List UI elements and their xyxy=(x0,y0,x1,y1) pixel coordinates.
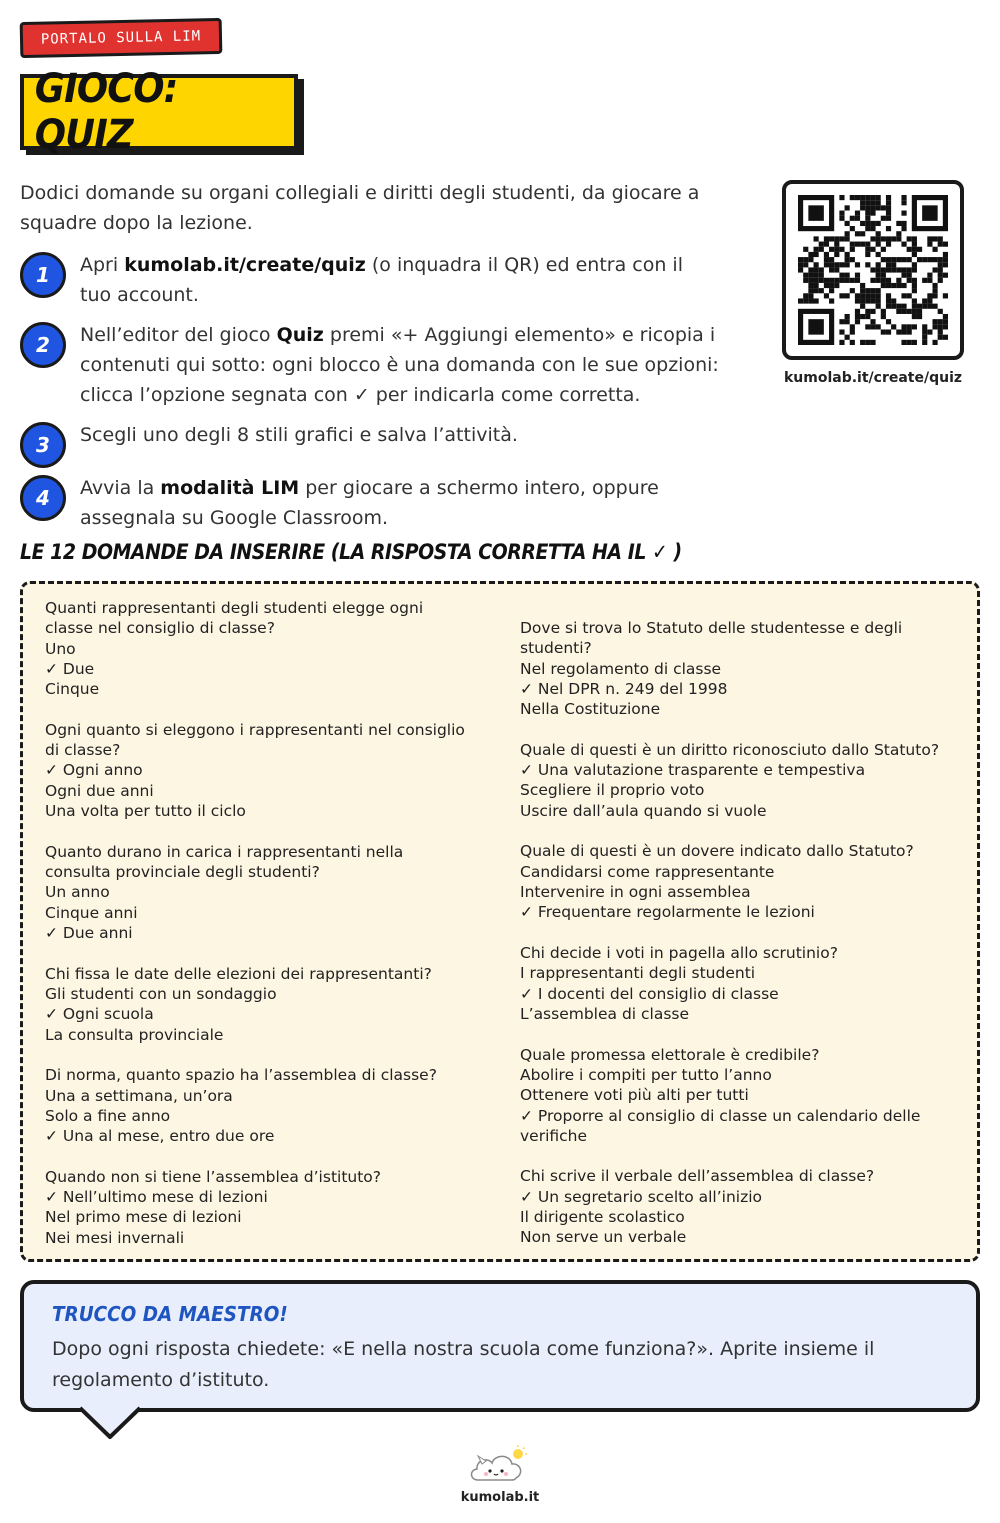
question-line: Cinque xyxy=(45,680,100,699)
question-block xyxy=(520,943,960,1024)
question-line: Quanto durano in carica i rappresentanti nella xyxy=(45,842,404,861)
step-number: 1 xyxy=(20,252,66,298)
question-line: Quando non si tiene l’assemblea d’istituto? xyxy=(45,1167,382,1186)
question-line: L’assemblea di classe xyxy=(520,1004,690,1023)
question-line: Quale promessa elettorale è credibile? xyxy=(520,1045,820,1064)
question-line: Quale di questi è un dovere indicato dallo Statuto? xyxy=(520,842,914,861)
footer-brand: kumolab.it xyxy=(460,1490,540,1505)
question-block xyxy=(45,720,485,821)
question-line: Una volta per tutto il ciclo xyxy=(45,802,246,821)
question-line: Chi scrive il verbale dell’assemblea di classe? xyxy=(520,1167,875,1186)
question-line: ✓ Nel DPR n. 249 del 1998 xyxy=(520,679,728,698)
question-line: ✓ Una valutazione trasparente e tempestiva xyxy=(520,761,866,780)
question-line: Nel primo mese di lezioni xyxy=(45,1208,242,1227)
step-text: Apri kumolab.it/create/quiz (o inquadra il QR) ed entra con il tuo account. xyxy=(80,254,683,306)
step-number: 3 xyxy=(20,422,66,468)
question-line: Gli studenti con un sondaggio xyxy=(45,984,277,1003)
question-block xyxy=(45,1065,485,1146)
question-line: studenti? xyxy=(520,639,592,658)
question-line: ✓ Un segretario scelto all’inizio xyxy=(520,1187,763,1206)
question-line: Non serve un verbale xyxy=(520,1228,687,1247)
qr-code[interactable] xyxy=(782,180,964,360)
question-line: I rappresentanti degli studenti xyxy=(520,964,756,983)
question-line: ✓ Ogni anno xyxy=(45,761,143,780)
questions-column-left xyxy=(45,598,485,1268)
badge-label: PORTALO SULLA LIM xyxy=(40,28,202,48)
questions-column-right xyxy=(520,618,960,1268)
lim-badge xyxy=(20,18,223,58)
step-1 xyxy=(20,250,720,310)
question-line: Nei mesi invernali xyxy=(45,1228,185,1247)
tip-box xyxy=(20,1280,980,1412)
page-title: GIOCO: QUIZ xyxy=(34,66,178,158)
url-text: kumolab.it/create/quiz xyxy=(124,254,366,276)
question-block xyxy=(520,841,960,922)
question-line: consulta provinciale degli studenti? xyxy=(45,863,320,882)
step-2 xyxy=(20,320,720,410)
question-line: Chi decide i voti in pagella allo scrutinio? xyxy=(520,944,838,963)
question-line: Nella Costituzione xyxy=(520,700,661,719)
question-line: Uscire dall’aula quando si vuole xyxy=(520,801,767,820)
question-line: ✓ Una al mese, entro due ore xyxy=(45,1127,275,1146)
question-line: ✓ Proporre al consiglio di classe un calendario delle xyxy=(520,1106,921,1125)
question-line: Una a settimana, un’ora xyxy=(45,1086,233,1105)
question-line: ✓ Due xyxy=(45,659,95,678)
question-block xyxy=(520,1045,960,1146)
question-line: La consulta provinciale xyxy=(45,1025,224,1044)
question-line: ✓ I docenti del consiglio di classe xyxy=(520,984,779,1003)
question-line: Quanti rappresentanti degli studenti elegge ogni xyxy=(45,599,424,617)
question-line: Solo a fine anno xyxy=(45,1106,171,1125)
question-line: Di norma, quanto spazio ha l’assemblea di classe? xyxy=(45,1066,437,1085)
question-line: Abolire i compiti per tutto l’anno xyxy=(520,1065,772,1084)
step-text: Scegli uno degli 8 stili grafici e salva l’attività. xyxy=(80,424,518,446)
intro-text: Dodici domande su organi collegiali e diritti degli studenti, da giocare a squadre dopo la lezione. xyxy=(20,182,700,234)
question-line: ✓ Nell’ultimo mese di lezioni xyxy=(45,1188,268,1207)
step-3 xyxy=(20,420,720,468)
question-line: di classe? xyxy=(45,741,121,760)
question-line: Ogni due anni xyxy=(45,781,154,800)
step-text: Avvia la modalità LIM per giocare a schermo intero, oppure assegnala su Google Classroom. xyxy=(80,477,659,529)
question-line: ✓ Due anni xyxy=(45,923,133,942)
question-line: Il dirigente scolastico xyxy=(520,1208,685,1227)
question-line: Cinque anni xyxy=(45,903,138,922)
step-4 xyxy=(20,473,720,533)
question-line: Candidarsi come rappresentante xyxy=(520,862,775,881)
page-title-box xyxy=(20,66,298,158)
question-line: Chi fissa le date delle elezioni dei rappresentanti? xyxy=(45,964,432,983)
qr-caption: kumolab.it/create/quiz xyxy=(783,370,963,386)
question-line: Nel regolamento di classe xyxy=(520,659,722,678)
question-line: Quale di questi è un diritto riconosciuto dallo Statuto? xyxy=(520,740,940,759)
question-block xyxy=(520,1166,960,1247)
step-number: 2 xyxy=(20,322,66,368)
question-line: Scegliere il proprio voto xyxy=(520,781,705,800)
tip-text: Dopo ogni risposta chiedete: «E nella nostra scuola come funziona?». Aprite insieme il regolamento d’istituto. xyxy=(52,1338,875,1391)
question-block xyxy=(45,964,485,1045)
question-line: Un anno xyxy=(45,883,110,902)
question-block xyxy=(520,740,960,821)
question-block xyxy=(45,598,485,699)
section-heading: LE 12 DOMANDE DA INSERIRE (LA RISPOSTA CORRETTA HA IL ✓ ) xyxy=(20,540,682,564)
question-block xyxy=(520,618,960,719)
question-block xyxy=(45,1167,485,1248)
qr-icon xyxy=(798,195,948,345)
question-line: ✓ Ogni scuola xyxy=(45,1005,154,1024)
speech-tail-icon xyxy=(80,1406,142,1440)
question-line: Intervenire in ogni assemblea xyxy=(520,883,751,902)
question-block xyxy=(45,842,485,943)
question-line: Dove si trova lo Statuto delle studentesse e degli xyxy=(520,619,903,637)
step-number: 4 xyxy=(20,475,66,521)
question-line: Ottenere voti più alti per tutti xyxy=(520,1086,749,1105)
step-text: Nell’editor del gioco Quiz premi «+ Aggiungi elemento» e ricopia i contenuti qui sotto: ogni blocco è una domanda con le sue opzioni: clicca l’opzione segnata con ✓ per indicarla come corretta. xyxy=(80,324,719,406)
cloud-logo-icon xyxy=(466,1444,536,1488)
tip-title: TRUCCO DA MAESTRO! xyxy=(52,1302,288,1326)
question-line: classe nel consiglio di classe? xyxy=(45,619,275,638)
questions-box xyxy=(20,581,980,1262)
question-line: Uno xyxy=(45,639,76,658)
question-line: verifiche xyxy=(520,1126,588,1145)
question-line: Ogni quanto si eleggono i rappresentanti nel consiglio xyxy=(45,720,465,739)
question-line: ✓ Frequentare regolarmente le lezioni xyxy=(520,903,815,922)
